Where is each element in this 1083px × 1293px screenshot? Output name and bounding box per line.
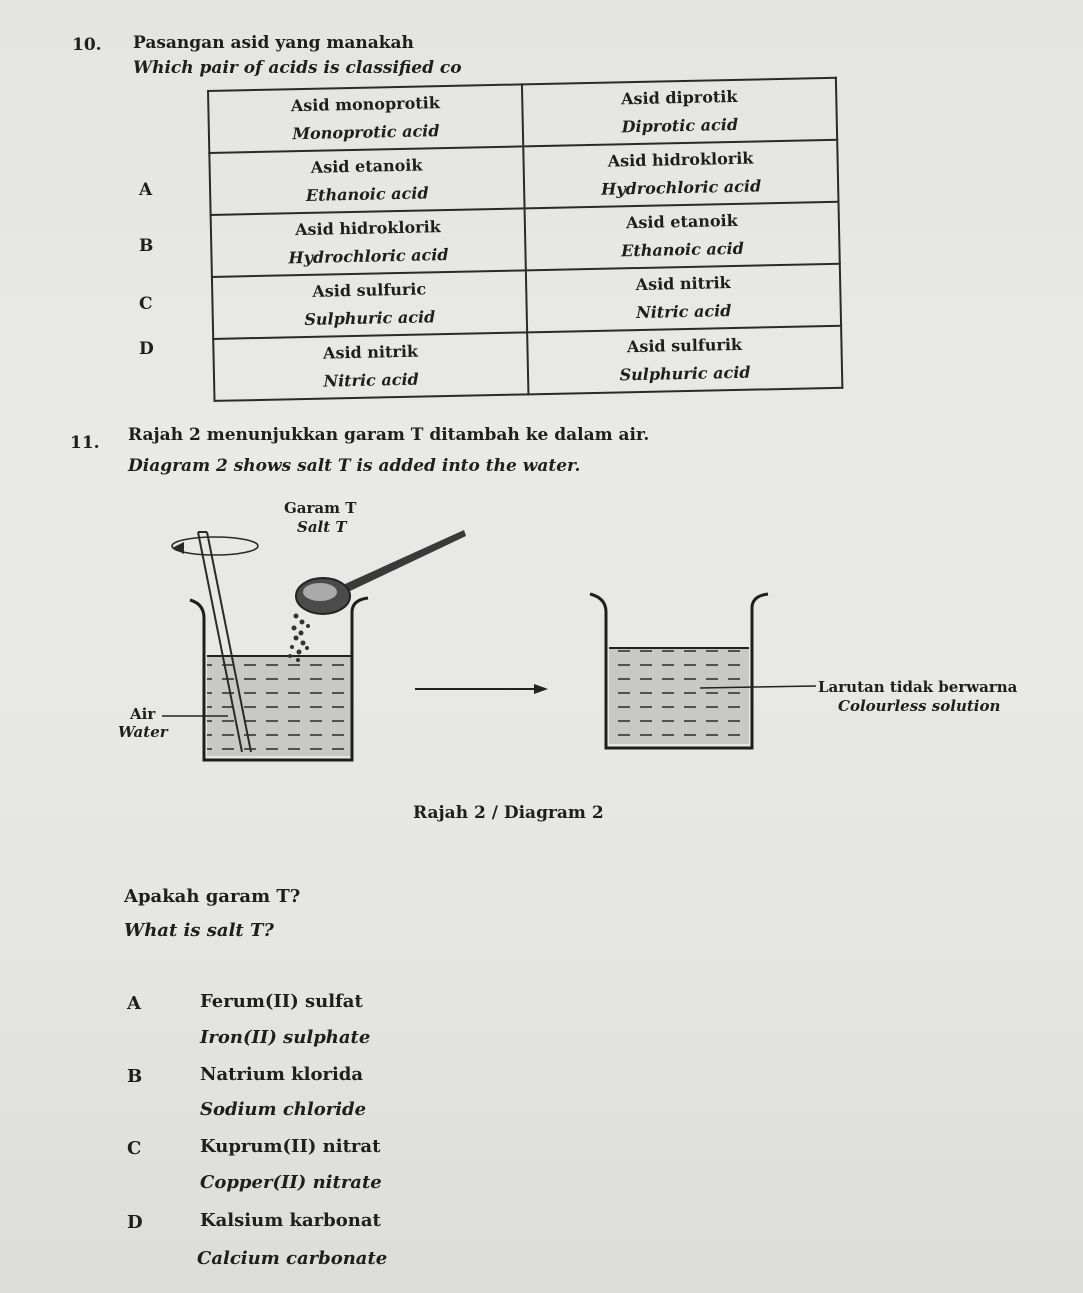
q11-option-a-letter[interactable]: A xyxy=(127,993,141,1014)
q11-question-ms: Apakah garam T? xyxy=(124,886,301,907)
right-beaker xyxy=(590,594,768,748)
q11-option-a-en[interactable]: Iron(II) sulphate xyxy=(200,1027,371,1048)
q11-option-a-ms[interactable]: Ferum(II) sulfat xyxy=(200,991,363,1012)
q11-option-d-ms[interactable]: Kalsium karbonat xyxy=(200,1210,381,1231)
diagram-caption: Rajah 2 / Diagram 2 xyxy=(413,803,604,823)
cell-text: Nitric acid xyxy=(635,301,732,323)
cell-text: Asid nitrik xyxy=(635,273,731,295)
q11-option-d-letter[interactable]: D xyxy=(127,1212,143,1233)
cell-text: Asid hidroklorik xyxy=(294,217,441,240)
q11-option-b-en[interactable]: Sodium chloride xyxy=(200,1099,367,1120)
q11-option-d-en[interactable]: Calcium carbonate xyxy=(197,1248,388,1269)
solution-label-en: Colourless solution xyxy=(838,697,1001,715)
q11-option-c-letter[interactable]: C xyxy=(127,1138,142,1159)
q10-text-ms: Pasangan asid yang manakah xyxy=(133,33,414,53)
q10-option-d-letter[interactable]: D xyxy=(139,339,154,359)
water-label-en: Water xyxy=(118,723,168,741)
q11-option-b-letter[interactable]: B xyxy=(127,1066,143,1087)
cell-text: Hydrochloric acid xyxy=(288,244,449,268)
q11-option-b-ms[interactable]: Natrium klorida xyxy=(200,1064,364,1085)
salt-label-en: Salt T xyxy=(297,518,347,536)
salt-label-ms: Garam T xyxy=(284,499,357,517)
cell-text: Hydrochloric acid xyxy=(600,176,762,199)
cell-text: Asid nitrik xyxy=(322,341,419,363)
cell-text: Ethanoic acid xyxy=(305,183,429,205)
q10-option-c-letter[interactable]: C xyxy=(139,294,153,314)
cell-text: Nitric acid xyxy=(323,369,419,391)
q11-text-ms: Rajah 2 menunjukkan garam T ditambah ke dalam air. xyxy=(128,425,650,445)
cell-text: Sulphuric acid xyxy=(304,307,436,330)
reaction-arrow xyxy=(415,684,548,694)
cell-text: Ethanoic acid xyxy=(620,238,744,261)
q10-option-b-letter[interactable]: B xyxy=(139,236,154,256)
header-diprotic-en: Diprotic acid xyxy=(621,114,739,137)
cell-text: Asid sulfuric xyxy=(312,279,427,301)
q11-question-en: What is salt T? xyxy=(124,920,274,941)
water-label-ms: Air xyxy=(130,705,156,723)
q11-option-c-en[interactable]: Copper(II) nitrate xyxy=(200,1172,382,1193)
cell-text: Asid etanoik xyxy=(310,155,423,177)
q11-option-c-ms[interactable]: Kuprum(II) nitrat xyxy=(200,1136,381,1157)
solution-label-ms: Larutan tidak berwarna xyxy=(818,678,1018,696)
header-monoprotic-en: Monoprotic acid xyxy=(292,121,440,144)
header-diprotic-ms: Asid diprotik xyxy=(620,86,738,109)
cell-text: Asid hidroklorik xyxy=(607,148,754,171)
q10-option-a-letter[interactable]: A xyxy=(139,180,153,200)
q10-number: 10. xyxy=(72,35,102,55)
spoon-with-salt xyxy=(288,530,466,662)
cell-text: Asid etanoik xyxy=(625,210,738,233)
q10-text-en: Which pair of acids is classified co xyxy=(133,58,462,78)
cell-text: Sulphuric acid xyxy=(619,362,751,385)
q11-number: 11. xyxy=(70,433,100,453)
header-monoprotic-ms: Asid monoprotik xyxy=(290,93,441,116)
q11-text-en: Diagram 2 shows salt T is added into the water. xyxy=(128,456,581,476)
cell-text: Asid sulfurik xyxy=(626,334,743,357)
